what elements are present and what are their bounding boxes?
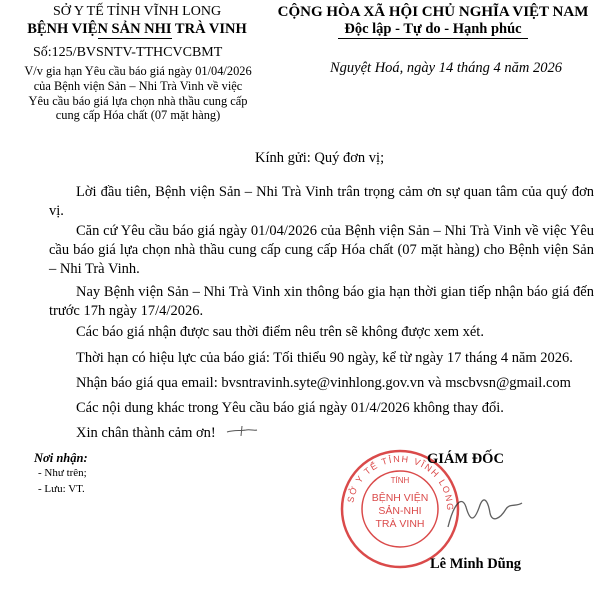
subject-line: Yêu cầu báo giá lựa chọn nhà thầu cung cấp xyxy=(28,94,248,108)
seal-top-text: TỈNH xyxy=(390,476,410,485)
national-title: CỘNG HÒA XÃ HỘI CHỦ NGHĨA VIỆT NAM xyxy=(277,4,589,20)
subject-line: cung cấp Hóa chất (07 mặt hàng) xyxy=(55,108,221,122)
seal-ring-text: SỞ Y TẾ TỈNH VĨNH LONG xyxy=(345,453,456,512)
national-motto: Độc lập - Tự do - Hạnh phúc xyxy=(344,21,522,37)
body-paragraph: Lời đầu tiên, Bệnh viện Sản – Nhi Trà Vinh trân trọng cảm ơn sự quan tâm của quý đơn vị. xyxy=(49,184,594,219)
document-number: Số:125/BVSNTV-TTHCVCBMT xyxy=(33,45,223,60)
motto-underline xyxy=(338,38,528,39)
initial-mark xyxy=(226,425,258,437)
organization-name: BỆNH VIỆN SẢN NHI TRÀ VINH xyxy=(27,21,247,37)
subject-line: của Bệnh viện Sản – Nhi Trà Vinh về việc xyxy=(33,79,243,93)
recipient-item: - Như trên; xyxy=(38,467,87,479)
closing-thanks: Xin chân thành cảm ơn! xyxy=(76,425,216,441)
seal-center-line: TRÀ VINH xyxy=(375,518,425,530)
seal-center-line: SẢN-NHI xyxy=(378,505,422,517)
seal-center-line: BỆNH VIỆN xyxy=(371,492,429,504)
place-and-date: Nguyệt Hoá, ngày 14 tháng 4 năm 2026 xyxy=(330,60,562,76)
body-paragraph: Thời hạn có hiệu lực của báo giá: Tối thiểu 90 ngày, kể từ ngày 17 tháng 4 năm 2026. xyxy=(76,350,573,366)
recipient-item: - Lưu: VT. xyxy=(38,483,85,495)
body-paragraph: Các nội dung khác trong Yêu cầu báo giá ngày 01/4/2026 không thay đổi. xyxy=(76,400,504,416)
body-paragraph: Các báo giá nhận được sau thời điểm nêu trên sẽ không được xem xét. xyxy=(76,324,484,340)
body-paragraph: Căn cứ Yêu cầu báo giá ngày 01/04/2026 của Bệnh viện Sản – Nhi Trà Vinh về việc Yêu cầu báo giá lựa chọn nhà thầu cung cấp cung cấp Hóa chất (07 mặt hàng) cho Bệnh viện Sản – Nhi Trà Vinh. xyxy=(49,223,594,277)
salutation: Kính gửi: Quý đơn vị; xyxy=(255,150,385,166)
organization-underline xyxy=(98,38,172,39)
signatory-title: GIÁM ĐỐC xyxy=(427,451,504,467)
body-paragraph: Nay Bệnh viện Sản – Nhi Trà Vinh xin thông báo gia hạn thời gian tiếp nhận báo giá đến trước 17h ngày 17/4/2026. xyxy=(49,284,594,319)
parent-organization: SỞ Y TẾ TỈNH VĨNH LONG xyxy=(52,4,222,19)
body-paragraph: Nhận báo giá qua email: bvsntravinh.syte@vinhlong.gov.vn và mscbvsn@gmail.com xyxy=(76,375,571,391)
recipients-title: Nơi nhận: xyxy=(34,451,88,465)
signatory-name: Lê Minh Dũng xyxy=(430,556,522,572)
subject-line: V/v gia hạn Yêu cầu báo giá ngày 01/04/2026 xyxy=(24,64,252,78)
handwritten-signature xyxy=(440,483,530,543)
